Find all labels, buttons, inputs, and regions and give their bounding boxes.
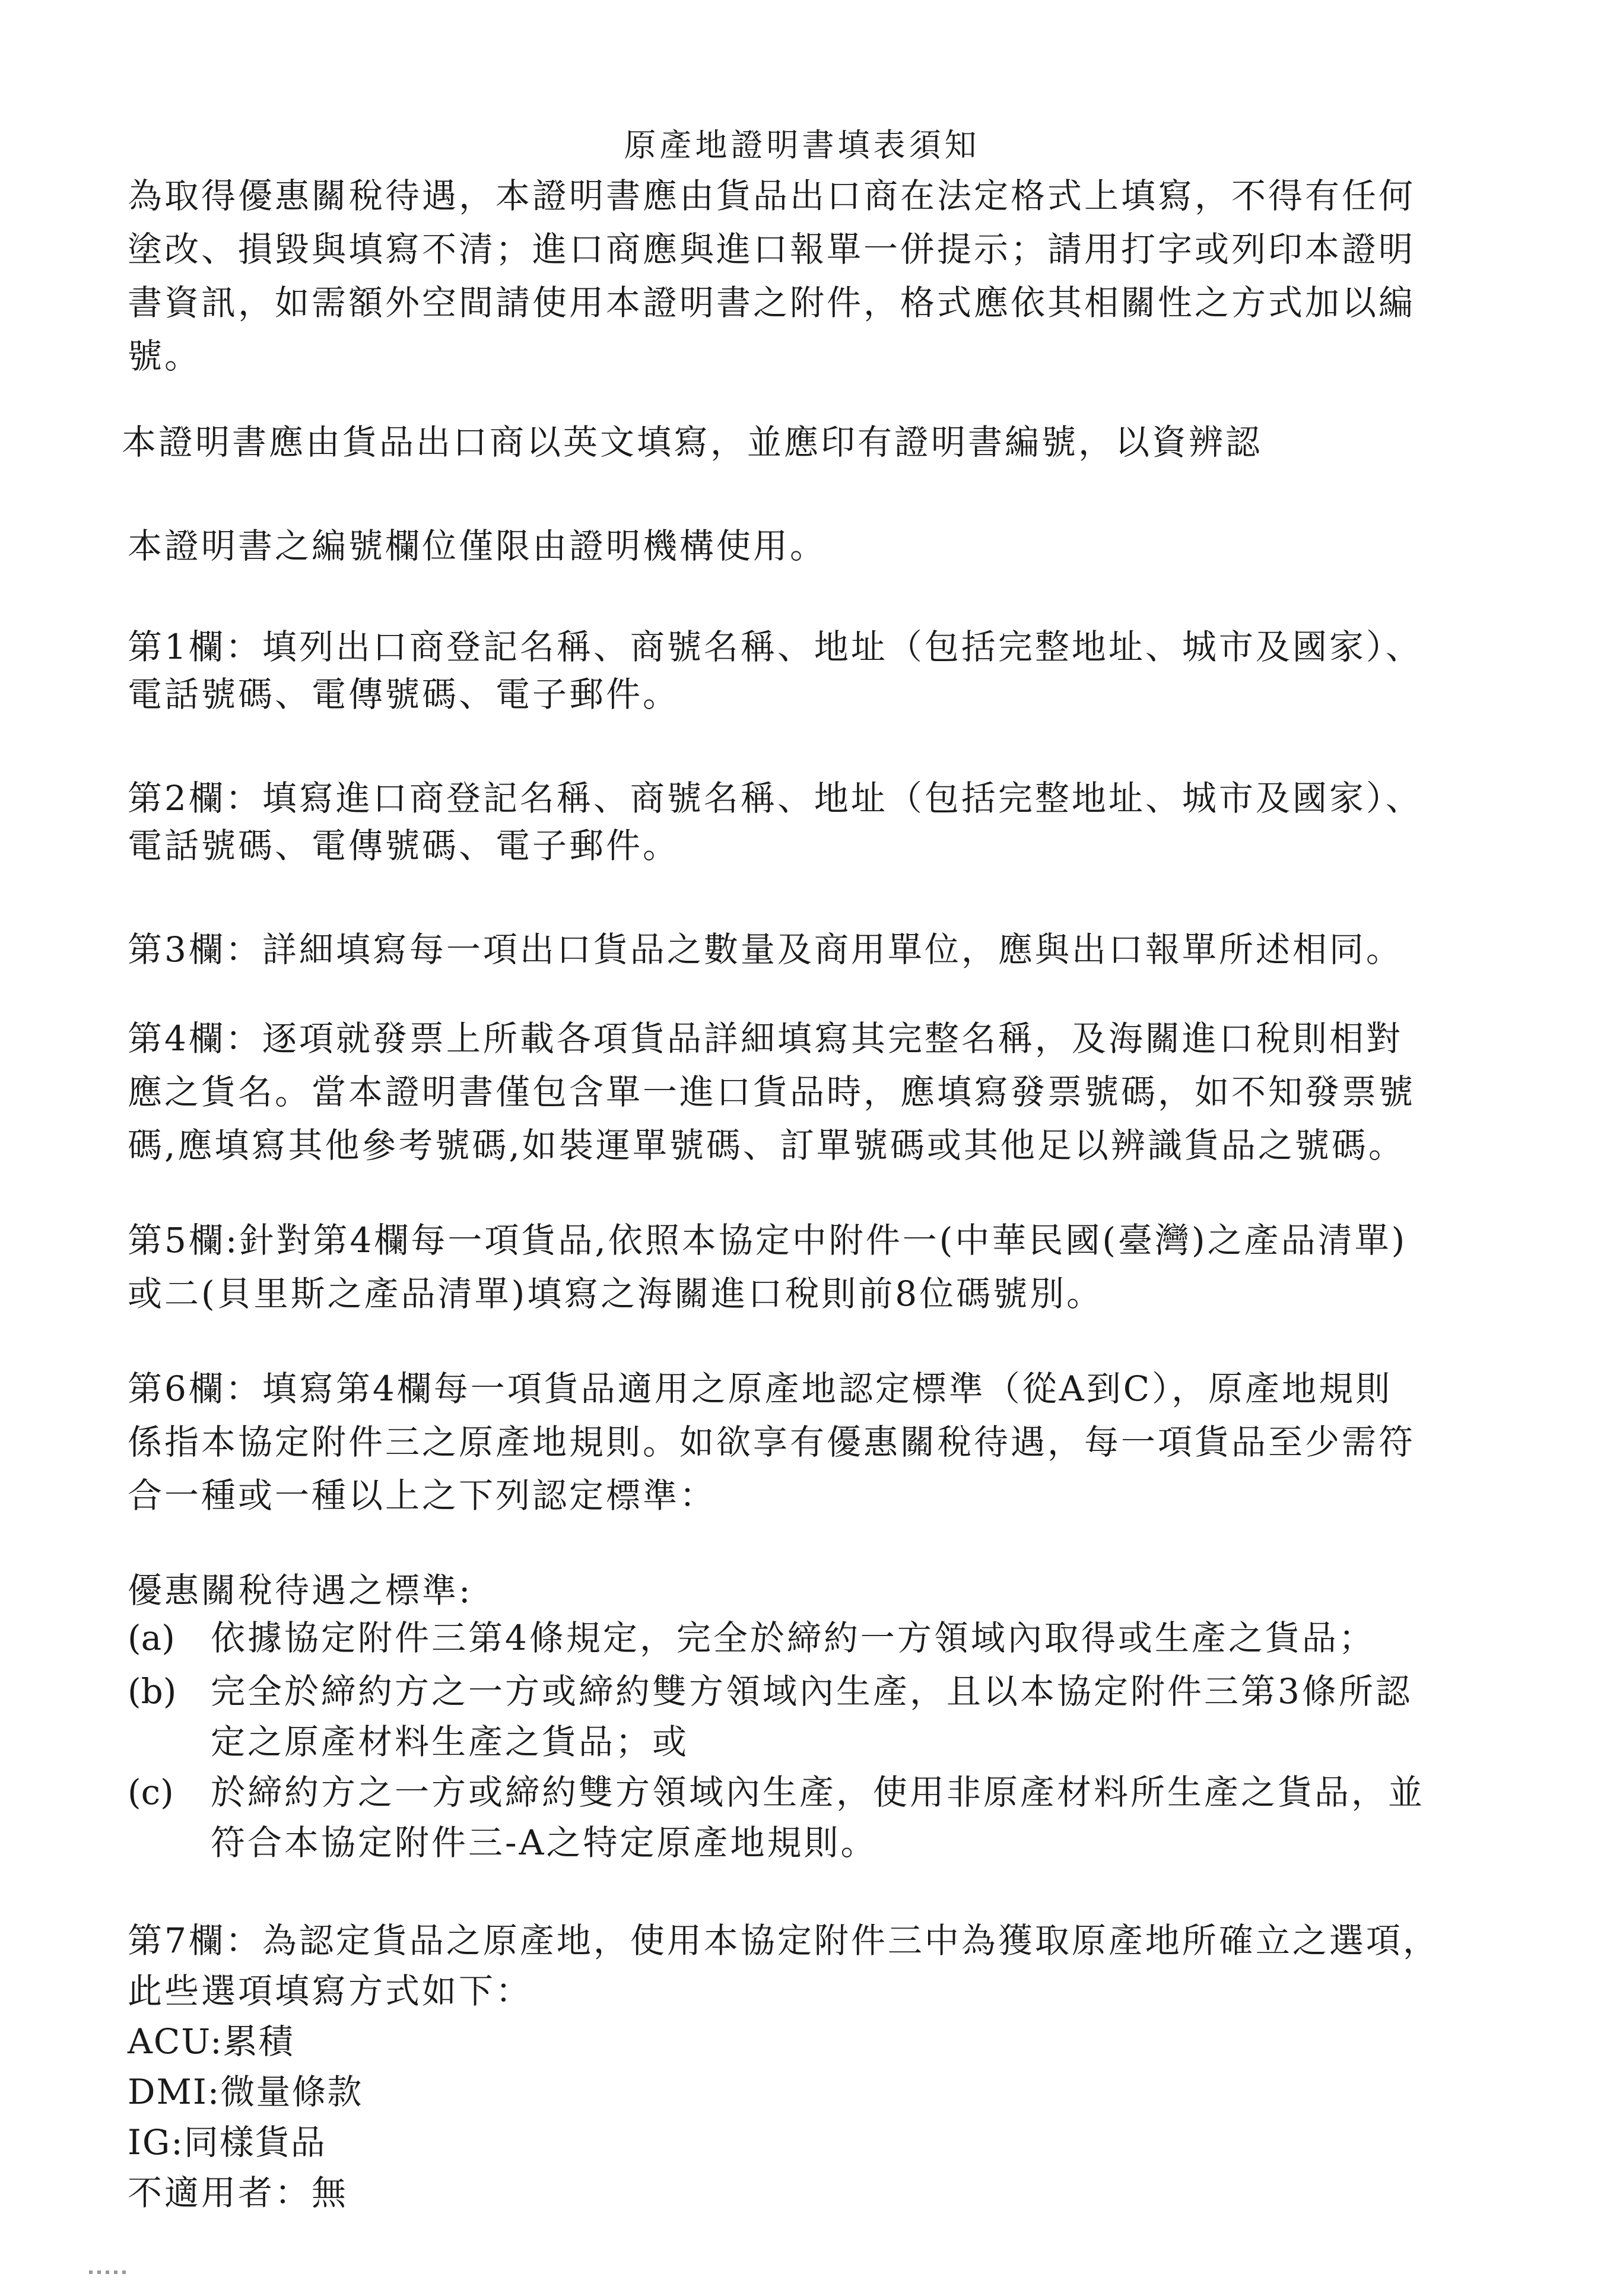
field2-instruction-line: 第2欄：填寫進口商登記名稱、商號名稱、地址（包括完整地址、城市及國家）、 <box>128 778 1422 818</box>
criterion-b-text: 定之原產材料生產之貨品；或 <box>211 1722 690 1762</box>
document-title: 原產地證明書填表須知 <box>624 126 980 164</box>
scan-artifact <box>89 2270 131 2274</box>
field2-instruction-line: 電話號碼、電傳號碼、電子郵件。 <box>128 825 680 866</box>
field1-instruction-line: 第1欄：填列出口商登記名稱、商號名稱、地址（包括完整地址、城市及國家）、 <box>128 627 1422 667</box>
intro-line: 為取得優惠關稅待遇，本證明書應由貨品出口商在法定格式上填寫，不得有任何 <box>128 176 1416 216</box>
field4-instruction-line: 碼,應填寫其他參考號碼,如裝運單號碼、訂單號碼或其他足以辨識貨品之號碼。 <box>128 1125 1405 1166</box>
option-not-applicable: 不適用者：無 <box>128 2173 349 2213</box>
criterion-c-text: 於締約方之一方或締約雙方領域內生產，使用非原產材料所生產之貨品，並 <box>211 1772 1425 1812</box>
field6-instruction-line: 係指本協定附件三之原產地規則。如欲享有優惠關稅待遇，每一項貨品至少需符 <box>128 1422 1416 1462</box>
intro-line: 書資訊，如需額外空間請使用本證明書之附件，格式應依其相關性之方式加以編 <box>128 282 1416 323</box>
field7-instruction-line: 此些選項填寫方式如下： <box>128 1971 533 2011</box>
criterion-b-label: (b) <box>128 1671 177 1711</box>
option-ig: IG:同樣貨品 <box>128 2122 326 2162</box>
criterion-c-text: 符合本協定附件三-A之特定原產地規則。 <box>211 1822 878 1863</box>
criterion-b-text: 完全於締約方之一方或締約雙方領域內生產，且以本協定附件三第3條所認 <box>211 1671 1412 1711</box>
intro-line: 塗改、損毀與填寫不清；進口商應與進口報單一併提示；請用打字或列印本證明 <box>128 229 1416 269</box>
criterion-c-label: (c) <box>128 1772 174 1812</box>
field5-instruction-line: 或二(貝里斯之產品清單)填寫之海關進口稅則前8位碼號別。 <box>128 1274 1104 1314</box>
english-requirement-paragraph: 本證明書應由貨品出口商以英文填寫，並應印有證明書編號，以資辨認 <box>122 422 1263 462</box>
field7-instruction-line: 第7欄：為認定貨品之原產地，使用本協定附件三中為獲取原產地所確立之選項， <box>128 1920 1440 1961</box>
criteria-heading: 優惠關稅待遇之標準: <box>128 1570 473 1611</box>
field5-instruction-line: 第5欄:針對第4欄每一項貨品,依照本協定中附件一(中華民國(臺灣)之產品清單) <box>128 1220 1408 1260</box>
intro-line: 號。 <box>128 336 202 376</box>
option-acu: ACU:累積 <box>128 2021 294 2062</box>
criterion-a-label: (a) <box>128 1618 175 1658</box>
option-dmi: DMI:微量條款 <box>128 2072 363 2112</box>
field3-instruction-line: 第3欄：詳細填寫每一項出口貨品之數量及商用單位，應與出口報單所述相同。 <box>128 929 1403 970</box>
field6-instruction-line: 第6欄：填寫第4欄每一項貨品適用之原產地認定標準（從A到C），原產地規則 <box>128 1368 1393 1409</box>
criterion-a-text: 依據協定附件三第4條規定，完全於締約一方領域內取得或生產之貨品； <box>211 1618 1376 1658</box>
field4-instruction-line: 應之貨名。當本證明書僅包含單一進口貨品時，應填寫發票號碼，如不知發票號 <box>128 1072 1416 1112</box>
field6-instruction-line: 合一種或一種以上之下列認定標準： <box>128 1475 717 1516</box>
field1-instruction-line: 電話號碼、電傳號碼、電子郵件。 <box>128 674 680 714</box>
field4-instruction-line: 第4欄：逐項就發票上所載各項貨品詳細填寫其完整名稱，及海關進口稅則相對 <box>128 1018 1403 1059</box>
certificate-number-note: 本證明書之編號欄位僅限由證明機構使用。 <box>128 526 827 566</box>
